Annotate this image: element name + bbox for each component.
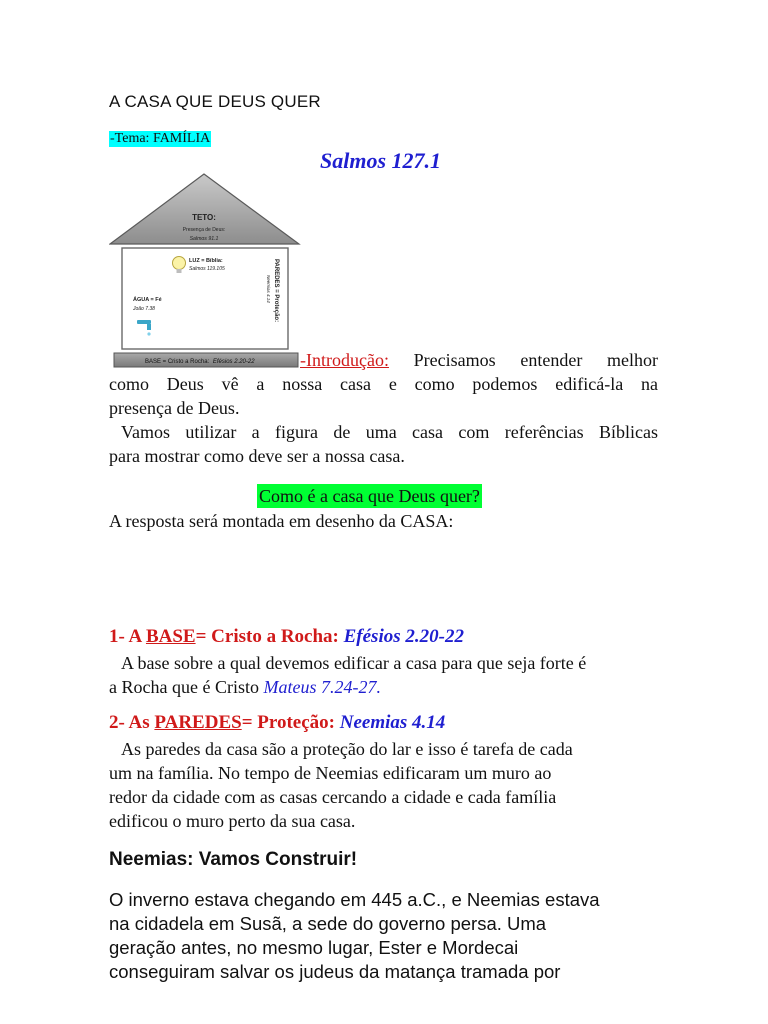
figure-line1: Vamos utilizar a figura de uma casa com referências Bíblicas xyxy=(121,422,658,442)
section-base-body xyxy=(109,651,658,699)
intro-first-line xyxy=(300,348,658,372)
neemias-paragraph xyxy=(109,888,669,984)
section-reference: Neemias 4.14 xyxy=(339,712,446,733)
water-label: ÁGUA = Fé xyxy=(133,297,162,303)
section-prefix: 2- As xyxy=(109,712,155,733)
water-reference: João 7.38 xyxy=(133,306,155,312)
section-suffix: = Proteção: xyxy=(241,712,340,733)
intro-line3: presença de Deus. xyxy=(109,398,240,418)
figure-paragraph xyxy=(109,420,658,468)
scripture-heading: Salmos 127.1 xyxy=(320,148,442,173)
base-label: BASE = Cristo a Rocha: xyxy=(145,359,210,365)
house-illustration xyxy=(109,171,301,369)
walls-body-line: edificou o muro perto da sua casa. xyxy=(109,811,356,831)
section-prefix: 1- A xyxy=(109,626,146,647)
intro-line1: Precisamos entender melhor xyxy=(413,350,659,370)
intro-label: -Introdução: xyxy=(300,350,389,370)
light-label: LUZ = Bíblia: xyxy=(189,258,223,264)
section-walls-heading xyxy=(109,712,445,734)
section-walls-body xyxy=(109,737,658,833)
base-body-text: a Rocha que é Cristo xyxy=(109,677,264,697)
section-keyword: BASE xyxy=(145,626,196,647)
section-reference: Efésios 2.20-22 xyxy=(343,626,464,647)
walls-reference: Neemias 4.14 xyxy=(266,275,271,303)
walls-label: PAREDES = Proteção: xyxy=(273,259,279,323)
base-body-reference: Mateus 7.24-27. xyxy=(263,677,381,697)
question-highlight: Como é a casa que Deus quer? xyxy=(259,486,480,506)
neemias-line: conseguiram salvar os judeus da matança tramada por xyxy=(109,961,561,982)
base-body-line1: A base sobre a qual devemos edificar a casa para que seja forte é xyxy=(121,653,587,673)
roof-shape xyxy=(110,174,299,244)
light-reference: Salmos 119.105 xyxy=(189,266,225,272)
theme-highlight: -Tema: FAMÍLIA xyxy=(110,131,211,146)
base-body-line2 xyxy=(109,675,658,699)
neemias-line: geração antes, no mesmo lugar, Ester e Mordecai xyxy=(109,937,519,958)
section-base-heading xyxy=(109,626,464,648)
roof-subtitle: Presença de Deus: xyxy=(182,227,226,233)
figure-line2: para mostrar como deve ser a nossa casa. xyxy=(109,446,405,466)
section-keyword: PAREDES xyxy=(154,712,242,733)
base-reference: Efésios 2.20-22 xyxy=(212,359,255,365)
walls-body-line: redor da cidade com as casas cercando a cidade e cada família xyxy=(109,787,557,807)
section-suffix: = Cristo a Rocha: xyxy=(195,626,344,647)
walls-body-line: um na família. No tempo de Neemias edificaram um muro ao xyxy=(109,763,552,783)
neemias-line: O inverno estava chegando em 445 a.C., e Neemias estava xyxy=(109,889,600,910)
answer-intro: A resposta será montada em desenho da CASA: xyxy=(109,511,454,531)
svg-text:BASE = Cristo a Rocha: xyxy=(145,359,255,365)
intro-paragraph xyxy=(109,372,658,420)
intro-line2: como Deus vê a nossa casa e como podemos edificá-la na xyxy=(109,374,658,394)
walls-body-line: As paredes da casa são a proteção do lar e isso é tarefa de cada xyxy=(121,739,573,759)
neemias-heading: Neemias: Vamos Construir! xyxy=(109,849,358,870)
neemias-line: na cidadela em Susã, a sede do governo persa. Uma xyxy=(109,913,547,934)
roof-title: TETO: xyxy=(192,213,216,222)
roof-reference: Salmos 91.1 xyxy=(189,236,219,242)
document-title: A CASA QUE DEUS QUER xyxy=(109,92,321,111)
